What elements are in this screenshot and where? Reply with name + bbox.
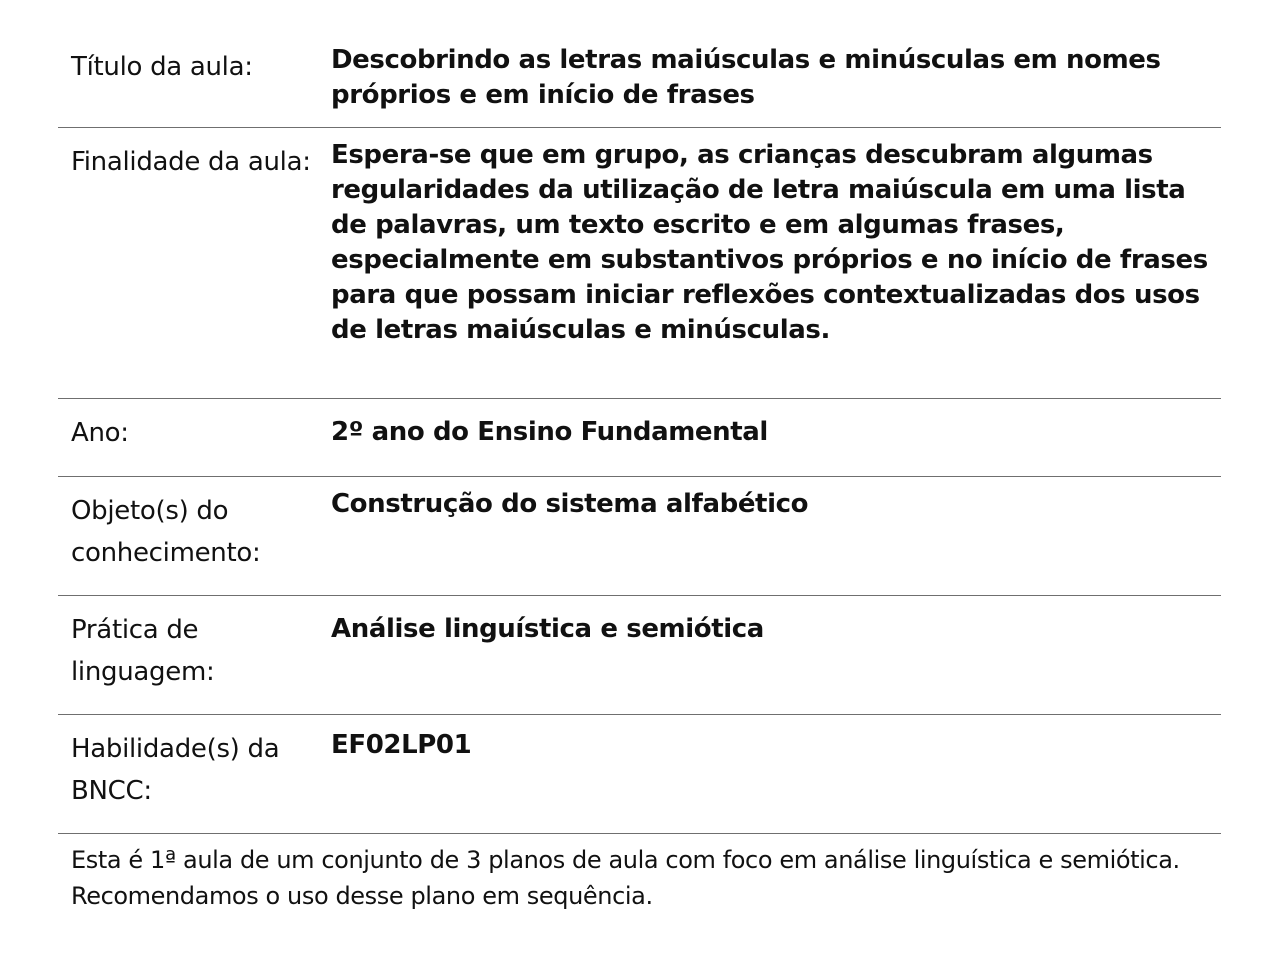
school-year-label: Ano: (71, 418, 129, 448)
bncc-skill-value: EF02LP01 (331, 730, 472, 760)
row-lesson-goal (58, 128, 1221, 399)
lesson-title-value: Descobrindo as letras maiúsculas e minúsculas em nomes próprios e em início de frases (331, 45, 1161, 110)
bncc-skill-label: Habilidade(s) da BNCC: (71, 734, 280, 806)
row-school-year (58, 399, 1221, 477)
row-language-practice (58, 596, 1221, 715)
lesson-title-label: Título da aula: (71, 52, 253, 82)
lesson-goal-label: Finalidade da aula: (71, 147, 311, 177)
lesson-goal-value: Espera-se que em grupo, as crianças descubram algumas regularidades da utilização de letra maiúscula em uma lista de palavras, um texto escrito e em algumas frases, especialmente em substantivos próprios e no início de frases para que possam iniciar reflexões contextualizadas dos usos de letras maiúsculas e minúsculas. (331, 140, 1208, 345)
school-year-value: 2º ano do Ensino Fundamental (331, 417, 768, 447)
row-knowledge-object (58, 477, 1221, 596)
row-lesson-title (58, 0, 1221, 128)
footer-note: Esta é 1ª aula de um conjunto de 3 planos de aula com foco em análise linguística e semiótica. Recomendamos o uso desse plano em sequência. (71, 846, 1180, 910)
lesson-info-table (58, 0, 1221, 834)
knowledge-object-label: Objeto(s) do conhecimento: (71, 496, 261, 568)
knowledge-object-value: Construção do sistema alfabético (331, 489, 809, 519)
language-practice-label: Prática de linguagem: (71, 615, 215, 687)
language-practice-value: Análise linguística e semiótica (331, 614, 764, 644)
row-bncc-skill (58, 715, 1221, 834)
